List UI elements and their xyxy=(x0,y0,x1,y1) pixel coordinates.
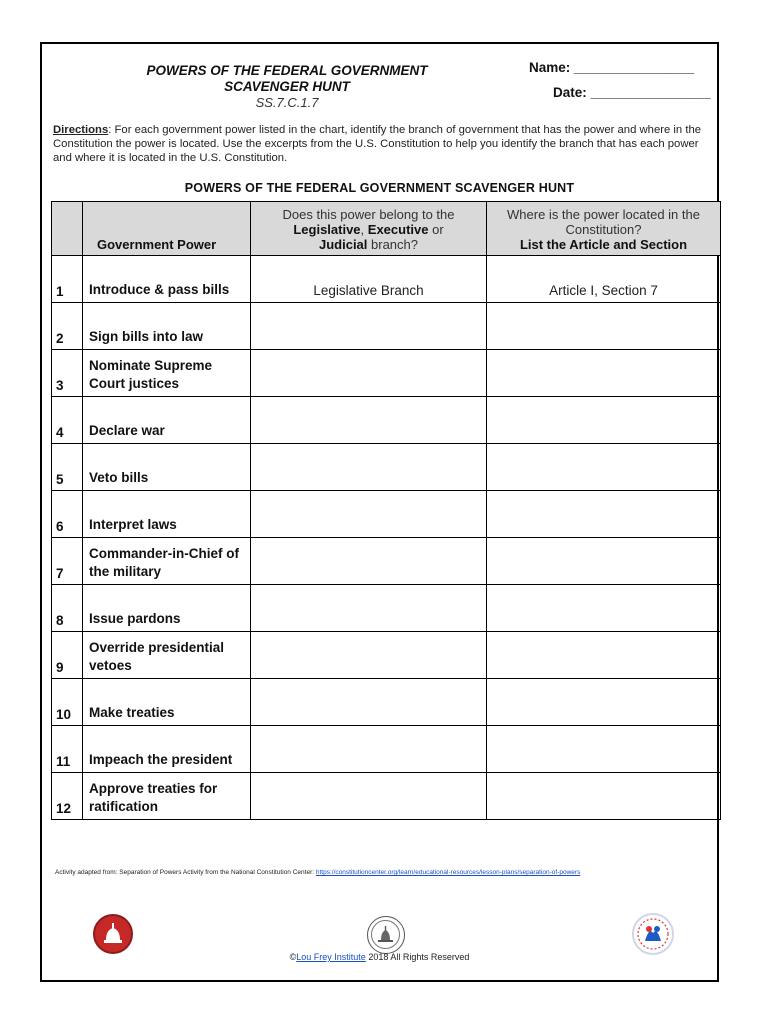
row-number: 4 xyxy=(52,397,83,444)
row-government-power: Impeach the president xyxy=(83,726,251,773)
worksheet-page xyxy=(40,42,719,982)
row-branch-answer[interactable] xyxy=(251,773,487,820)
row-government-power: Sign bills into law xyxy=(83,303,251,350)
row-location-answer[interactable] xyxy=(487,491,721,538)
title-line-2: SCAVENGER HUNT xyxy=(224,79,350,94)
copyright-symbol: © xyxy=(289,952,297,962)
table-title: POWERS OF THE FEDERAL GOVERNMENT SCAVENGER HUNT xyxy=(184,181,575,195)
table-row xyxy=(52,585,721,632)
row-branch-answer[interactable] xyxy=(251,350,487,397)
row-government-power: Veto bills xyxy=(83,444,251,491)
row-government-power: Approve treaties for ratification xyxy=(83,773,251,820)
row-number: 12 xyxy=(52,773,83,820)
row-government-power: Nominate Supreme Court justices xyxy=(83,350,251,397)
row-branch-answer[interactable] xyxy=(251,679,487,726)
row-number: 10 xyxy=(52,679,83,726)
row-branch-answer[interactable] xyxy=(251,444,487,491)
row-branch-answer[interactable] xyxy=(251,632,487,679)
row-location-answer[interactable] xyxy=(487,632,721,679)
row-location-answer[interactable] xyxy=(487,350,721,397)
header-location-instruction: List the Article and Section xyxy=(519,237,688,252)
row-number: 1 xyxy=(52,256,83,303)
row-number: 11 xyxy=(52,726,83,773)
header-branch-suffix: branch? xyxy=(367,237,418,252)
date-label: Date: xyxy=(553,85,587,100)
row-location-answer[interactable] xyxy=(487,397,721,444)
capitol-dome-seal-icon xyxy=(93,914,133,954)
table-row xyxy=(52,538,721,585)
worksheet-title xyxy=(102,63,472,111)
row-number: 2 xyxy=(52,303,83,350)
row-branch-answer[interactable] xyxy=(251,397,487,444)
table-row xyxy=(52,444,721,491)
row-government-power: Issue pardons xyxy=(83,585,251,632)
table-row xyxy=(52,491,721,538)
table-header-row xyxy=(52,202,721,256)
title-line-1: POWERS OF THE FEDERAL GOVERNMENT xyxy=(146,63,428,78)
row-branch-answer[interactable] xyxy=(251,726,487,773)
row-location-answer[interactable] xyxy=(487,585,721,632)
org-link[interactable]: Lou Frey Institute xyxy=(296,952,366,962)
row-branch-answer[interactable] xyxy=(251,538,487,585)
row-number: 7 xyxy=(52,538,83,585)
attribution-note xyxy=(55,869,580,876)
row-government-power: Commander-in-Chief of the military xyxy=(83,538,251,585)
attribution-link[interactable]: https://constitutioncenter.org/learn/educational-resources/lesson-plans/separation-of-powers xyxy=(315,869,581,876)
header-branch-legislative: Legislative xyxy=(293,222,361,237)
row-location-answer[interactable] xyxy=(487,773,721,820)
date-field[interactable] xyxy=(553,85,711,100)
footer xyxy=(42,952,717,962)
row-location-answer[interactable] xyxy=(487,679,721,726)
directions xyxy=(53,123,713,165)
capitol-building-seal-icon xyxy=(367,916,405,954)
name-label: Name: xyxy=(529,60,571,75)
directions-text: : For each government power listed in the chart, identify the branch of government that has the power and where in the Constitution the power is located. Use the excerpts from the U.S. Constitution to help you identify the branch that has each power and where it is located in the U.S. Constitution. xyxy=(53,124,702,164)
directions-label: Directions xyxy=(53,124,109,136)
table-row xyxy=(52,632,721,679)
row-government-power: Introduce & pass bills xyxy=(83,256,251,303)
row-location-answer[interactable] xyxy=(487,538,721,585)
header-branch-intro: Does this power belong to the xyxy=(282,207,455,222)
standard-code: SS.7.C.1.7 xyxy=(255,95,319,110)
row-government-power: Declare war xyxy=(83,397,251,444)
row-number: 6 xyxy=(52,491,83,538)
table-row xyxy=(52,726,721,773)
name-field[interactable] xyxy=(529,60,694,75)
civics-institute-seal-icon xyxy=(632,913,674,955)
table-row xyxy=(52,303,721,350)
header-location-question: Where is the power located in the Constitution? xyxy=(507,207,700,237)
header-branch-executive: Executive xyxy=(367,222,429,237)
header-branch-or: or xyxy=(428,222,444,237)
header-government-power: Government Power xyxy=(83,202,251,256)
row-location-answer[interactable]: Article I, Section 7 xyxy=(487,256,721,303)
header-number xyxy=(52,202,83,256)
header-branch-sep: , xyxy=(360,222,368,237)
name-blank[interactable]: ________________ xyxy=(574,60,695,75)
header-branch xyxy=(251,202,487,256)
row-location-answer[interactable] xyxy=(487,444,721,491)
row-branch-answer[interactable] xyxy=(251,303,487,350)
row-location-answer[interactable] xyxy=(487,303,721,350)
table-row xyxy=(52,256,721,303)
table-row xyxy=(52,773,721,820)
row-government-power: Make treaties xyxy=(83,679,251,726)
header-branch-judicial: Judicial xyxy=(318,237,368,252)
table-row xyxy=(52,350,721,397)
row-branch-answer[interactable] xyxy=(251,491,487,538)
table-row xyxy=(52,679,721,726)
rights-text: 2018 All Rights Reserved xyxy=(365,952,470,962)
row-location-answer[interactable] xyxy=(487,726,721,773)
powers-table xyxy=(51,201,721,820)
row-number: 8 xyxy=(52,585,83,632)
row-government-power: Interpret laws xyxy=(83,491,251,538)
attribution-text: Activity adapted from: Separation of Powers Activity from the National Constitution Center: xyxy=(55,869,315,876)
header-location xyxy=(487,202,721,256)
row-branch-answer[interactable] xyxy=(251,585,487,632)
row-number: 9 xyxy=(52,632,83,679)
row-number: 3 xyxy=(52,350,83,397)
row-number: 5 xyxy=(52,444,83,491)
row-branch-answer[interactable]: Legislative Branch xyxy=(251,256,487,303)
table-row xyxy=(52,397,721,444)
row-government-power: Override presidential vetoes xyxy=(83,632,251,679)
date-blank[interactable]: ________________ xyxy=(590,85,711,100)
